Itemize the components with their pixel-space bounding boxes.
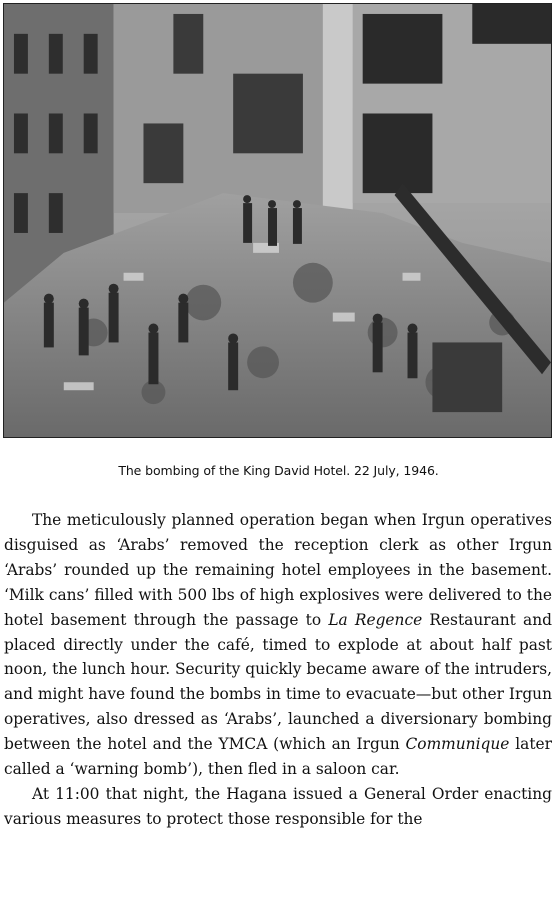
italic-run-communique: Communique	[405, 735, 510, 754]
paragraph-2	[4, 782, 552, 832]
paragraph-1	[4, 508, 552, 782]
text-run: Restaurant and placed directly under the café, timed to explode at about half past noon, the lunch hour. Security quickly became aware of the intruders, and might have found the bombs in time to evacuate—but other Irgun operatives, also dressed as ‘Arabs’, launched a diversionary bombing between the hotel and the YMCA (which an Irgun	[4, 610, 552, 754]
text-run: At 11:00 that night, the Hagana issued a General Order enacting various measures to protect those responsible for the	[4, 784, 552, 828]
text-run: later called a ‘warning bomb’), then fled in a saloon car.	[4, 735, 553, 779]
hotel-bombing-photo	[3, 3, 552, 438]
italic-run-la-regence: La Regence	[328, 610, 423, 629]
article-body	[4, 508, 552, 832]
text-run: The meticulously planned operation began when Irgun operatives disguised as ‘Arabs’ removed the reception clerk as other Irgun ‘Arabs’ rounded up the remaining hotel employees in the basement. ‘Milk cans’ filled with 500 lbs of high explosives were delivered to the hotel basement through the passage to	[4, 511, 552, 629]
rubble-scene-image	[4, 4, 551, 437]
figure-caption: The bombing of the King David Hotel. 22 July, 1946.	[118, 463, 439, 478]
